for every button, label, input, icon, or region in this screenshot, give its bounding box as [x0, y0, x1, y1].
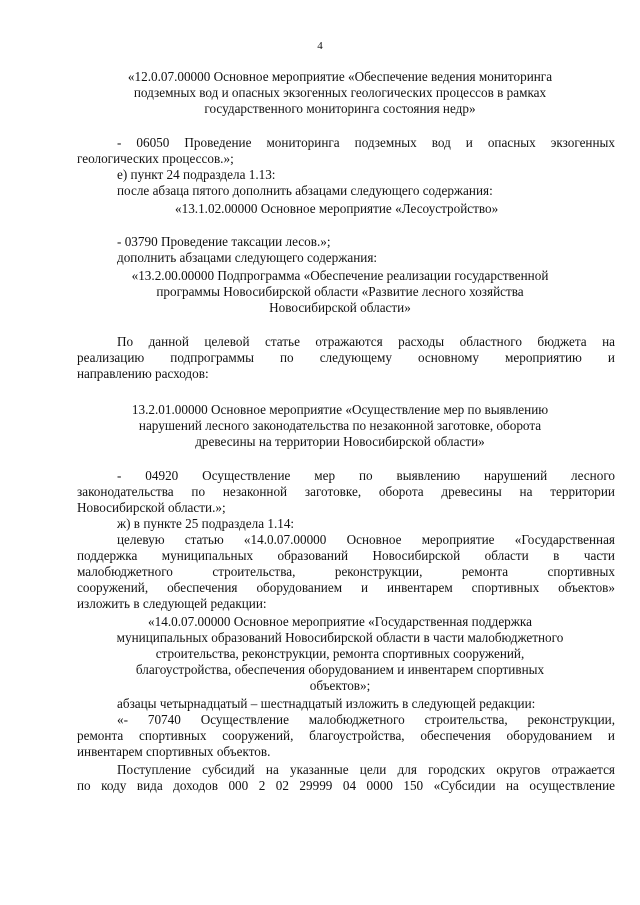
text-line: поддержка муниципальных образований Новосибирской области в части — [77, 548, 615, 563]
heading-line: «14.0.07.00000 Основное мероприятие «Государственная поддержка — [148, 614, 532, 629]
text-line: Новосибирской области.»; — [77, 500, 226, 515]
text-line: «- 70740 Осуществление малобюджетного строительства, реконструкции, — [117, 712, 615, 727]
heading-line: Новосибирской области» — [269, 300, 411, 315]
text-line: - 06050 Проведение мониторинга подземных вод и опасных экзогенных — [117, 135, 615, 150]
heading-line: «12.0.07.00000 Основное мероприятие «Обеспечение ведения мониторинга — [127, 69, 553, 84]
text-line: ремонта спортивных сооружений, благоустройства, обеспечения оборудованием и — [77, 728, 615, 743]
text-line: после абзаца пятого дополнить абзацами следующего содержания: — [117, 183, 493, 198]
text-line: законодательства по незаконной заготовке, оборота древесины на территории — [77, 484, 615, 499]
text-line: ж) в пункте 25 подраздела 1.14: — [117, 516, 295, 531]
text-line: - 04920 Осуществление мер по выявлению нарушений лесного — [117, 468, 615, 483]
text-line: геологических процессов.»; — [77, 151, 234, 166]
text-line: «13.1.02.00000 Основное мероприятие «Лесоустройство» — [175, 201, 499, 216]
text-line: абзацы четырнадцатый – шестнадцатый изложить в следующей редакции: — [117, 696, 536, 711]
heading-line: строительства, реконструкции, ремонта спортивных сооружений, — [155, 646, 525, 661]
heading-line: государственного мониторинга состояния недр» — [204, 101, 476, 116]
text-line: - 03790 Проведение таксации лесов.»; — [117, 234, 331, 249]
text-line: Поступление субсидий на указанные цели для городских округов отражается — [117, 762, 615, 777]
heading-line: объектов»; — [309, 678, 371, 693]
heading-line: благоустройства, обеспечения оборудованием и инвентарем спортивных — [135, 662, 545, 677]
heading-line: «13.2.00.00000 Подпрограмма «Обеспечение реализации государственной — [131, 268, 549, 283]
text-line: сооружений, обеспечения оборудованием и инвентарем спортивных объектов» — [77, 580, 615, 595]
heading-line: 13.2.01.00000 Основное мероприятие «Осуществление мер по выявлению — [131, 402, 549, 417]
heading-line: подземных вод и опасных экзогенных геологических процессов в рамках — [133, 85, 547, 100]
heading-line: древесины на территории Новосибирской области» — [195, 434, 485, 449]
text-line: малобюджетного строительства, реконструкции, ремонта спортивных — [77, 564, 615, 579]
text-line: дополнить абзацами следующего содержания: — [117, 250, 378, 265]
text-line: инвентарем спортивных объектов. — [77, 744, 271, 759]
text-line: целевую статью «14.0.07.00000 Основное мероприятие «Государственная — [117, 532, 615, 547]
heading-line: муниципальных образований Новосибирской области в части малобюджетного — [116, 630, 564, 645]
text-line: реализацию подпрограммы по следующему основному мероприятию и — [77, 350, 615, 365]
page-number: 4 — [317, 40, 323, 52]
text-line: По данной целевой статье отражаются расходы областного бюджета на — [117, 334, 615, 349]
text-line: изложить в следующей редакции: — [77, 596, 267, 611]
text-line: по коду вида доходов 000 2 02 29999 04 0000 150 «Субсидии на осуществление — [77, 778, 615, 793]
heading-line: нарушений лесного законодательства по незаконной заготовке, оборота — [138, 418, 542, 433]
heading-line: программы Новосибирской области «Развитие лесного хозяйства — [156, 284, 524, 299]
text-line: е) пункт 24 подраздела 1.13: — [117, 167, 276, 182]
text-line: направлению расходов: — [77, 366, 209, 381]
